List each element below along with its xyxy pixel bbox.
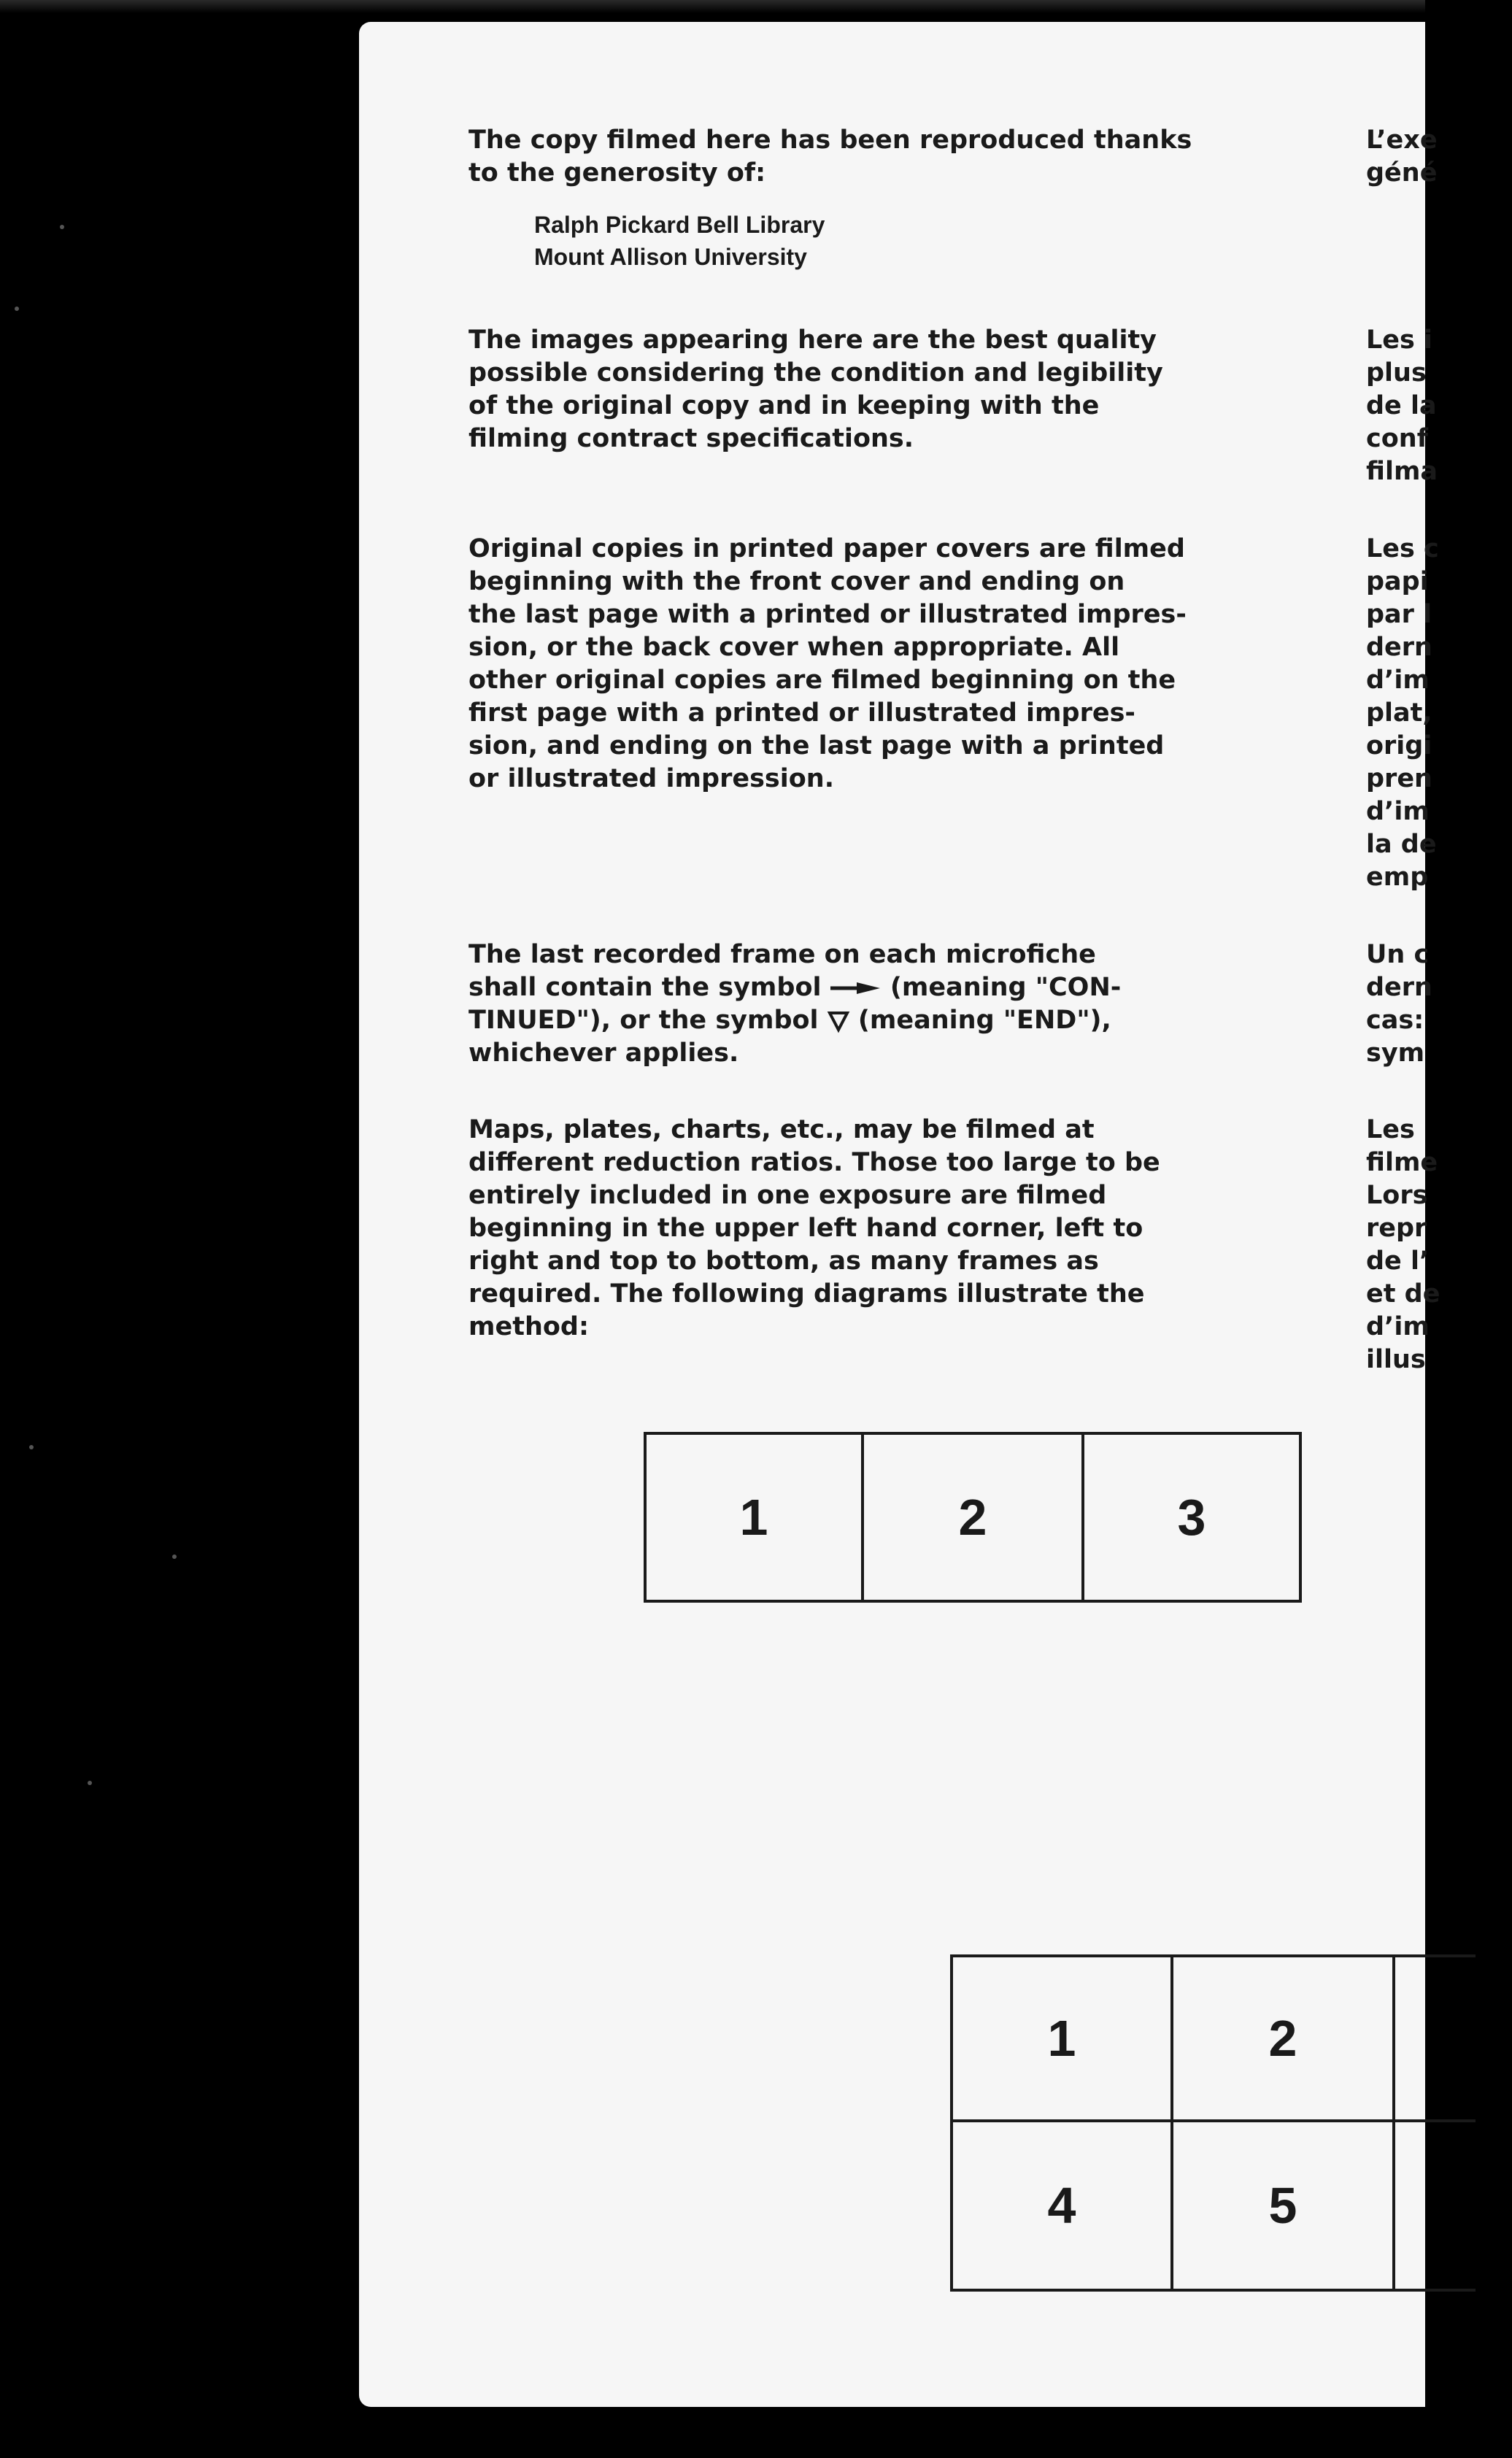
last-frame-paragraph: The last recorded frame on each microfiche shall contain the symbol (meaning "CON- TINUED"), or the symbol (meaning "END"), whichever applies. <box>468 940 1122 1068</box>
frame-cell-1: 1 <box>1047 2010 1076 2067</box>
document-page <box>359 22 1440 2407</box>
french-block-2: Les i plus de la conf filma <box>1366 325 1438 486</box>
continued-arrow-icon <box>830 981 882 995</box>
film-bottom-edge <box>0 2408 1425 2458</box>
maps-paragraph: Maps, plates, charts, etc., may be filmed at different reduction ratios. Those too large to be entirely included in one exposure are filmed beginning in the upper left hand corner, left to right and top to bottom, as many frames as required. The following diagrams illustrate the method: <box>468 1115 1160 1341</box>
frame-cell-1: 1 <box>739 1489 768 1546</box>
diagram-divider <box>1392 1957 1395 2289</box>
frame-cell-2: 2 <box>958 1489 987 1546</box>
french-block-3: Les c papi par l dern d’im plat, origi pren d’im la de emp <box>1366 534 1439 892</box>
end-triangle-icon <box>828 1010 849 1032</box>
frame-cell-3: 3 <box>1177 1489 1206 1546</box>
french-block-4: Un c dern cas: sym <box>1366 940 1432 1068</box>
thanks-paragraph: The copy filmed here has been reproduced thanks to the generosity of: <box>468 126 1192 188</box>
original-copies-paragraph: Original copies in printed paper covers are filmed beginning with the front cover and ending on the last page with a printed or illustrated impres- sion, or the back cover when appropriate. All other original copies are filmed beginning on the first page with a printed or illustrated impres- sion, and ending on the last page with a printed or illustrated impression. <box>468 534 1187 793</box>
film-speck <box>88 1781 92 1785</box>
frame-cell-5: 5 <box>1268 2177 1297 2234</box>
french-block-1: L’exe géné <box>1366 126 1438 188</box>
library-name: Ralph Pickard Bell Library Mount Allison University <box>534 212 825 270</box>
frame-cell-4: 4 <box>1047 2177 1076 2234</box>
film-speck <box>172 1554 177 1559</box>
film-speck <box>60 225 64 229</box>
film-top-edge <box>0 0 1425 13</box>
french-block-5: Les filme Lors repr de l’ et de d’im illus <box>1366 1115 1440 1374</box>
film-speck <box>29 1445 34 1449</box>
frame-cell-2: 2 <box>1268 2010 1297 2067</box>
image-quality-paragraph: The images appearing here are the best quality possible considering the condition and legibility of the original copy and in keeping with the filming contract specifications. <box>468 325 1163 453</box>
frame-diagram-row <box>644 1432 1302 1603</box>
film-speck <box>15 307 19 311</box>
frame-diagram-grid <box>950 1954 1476 2292</box>
